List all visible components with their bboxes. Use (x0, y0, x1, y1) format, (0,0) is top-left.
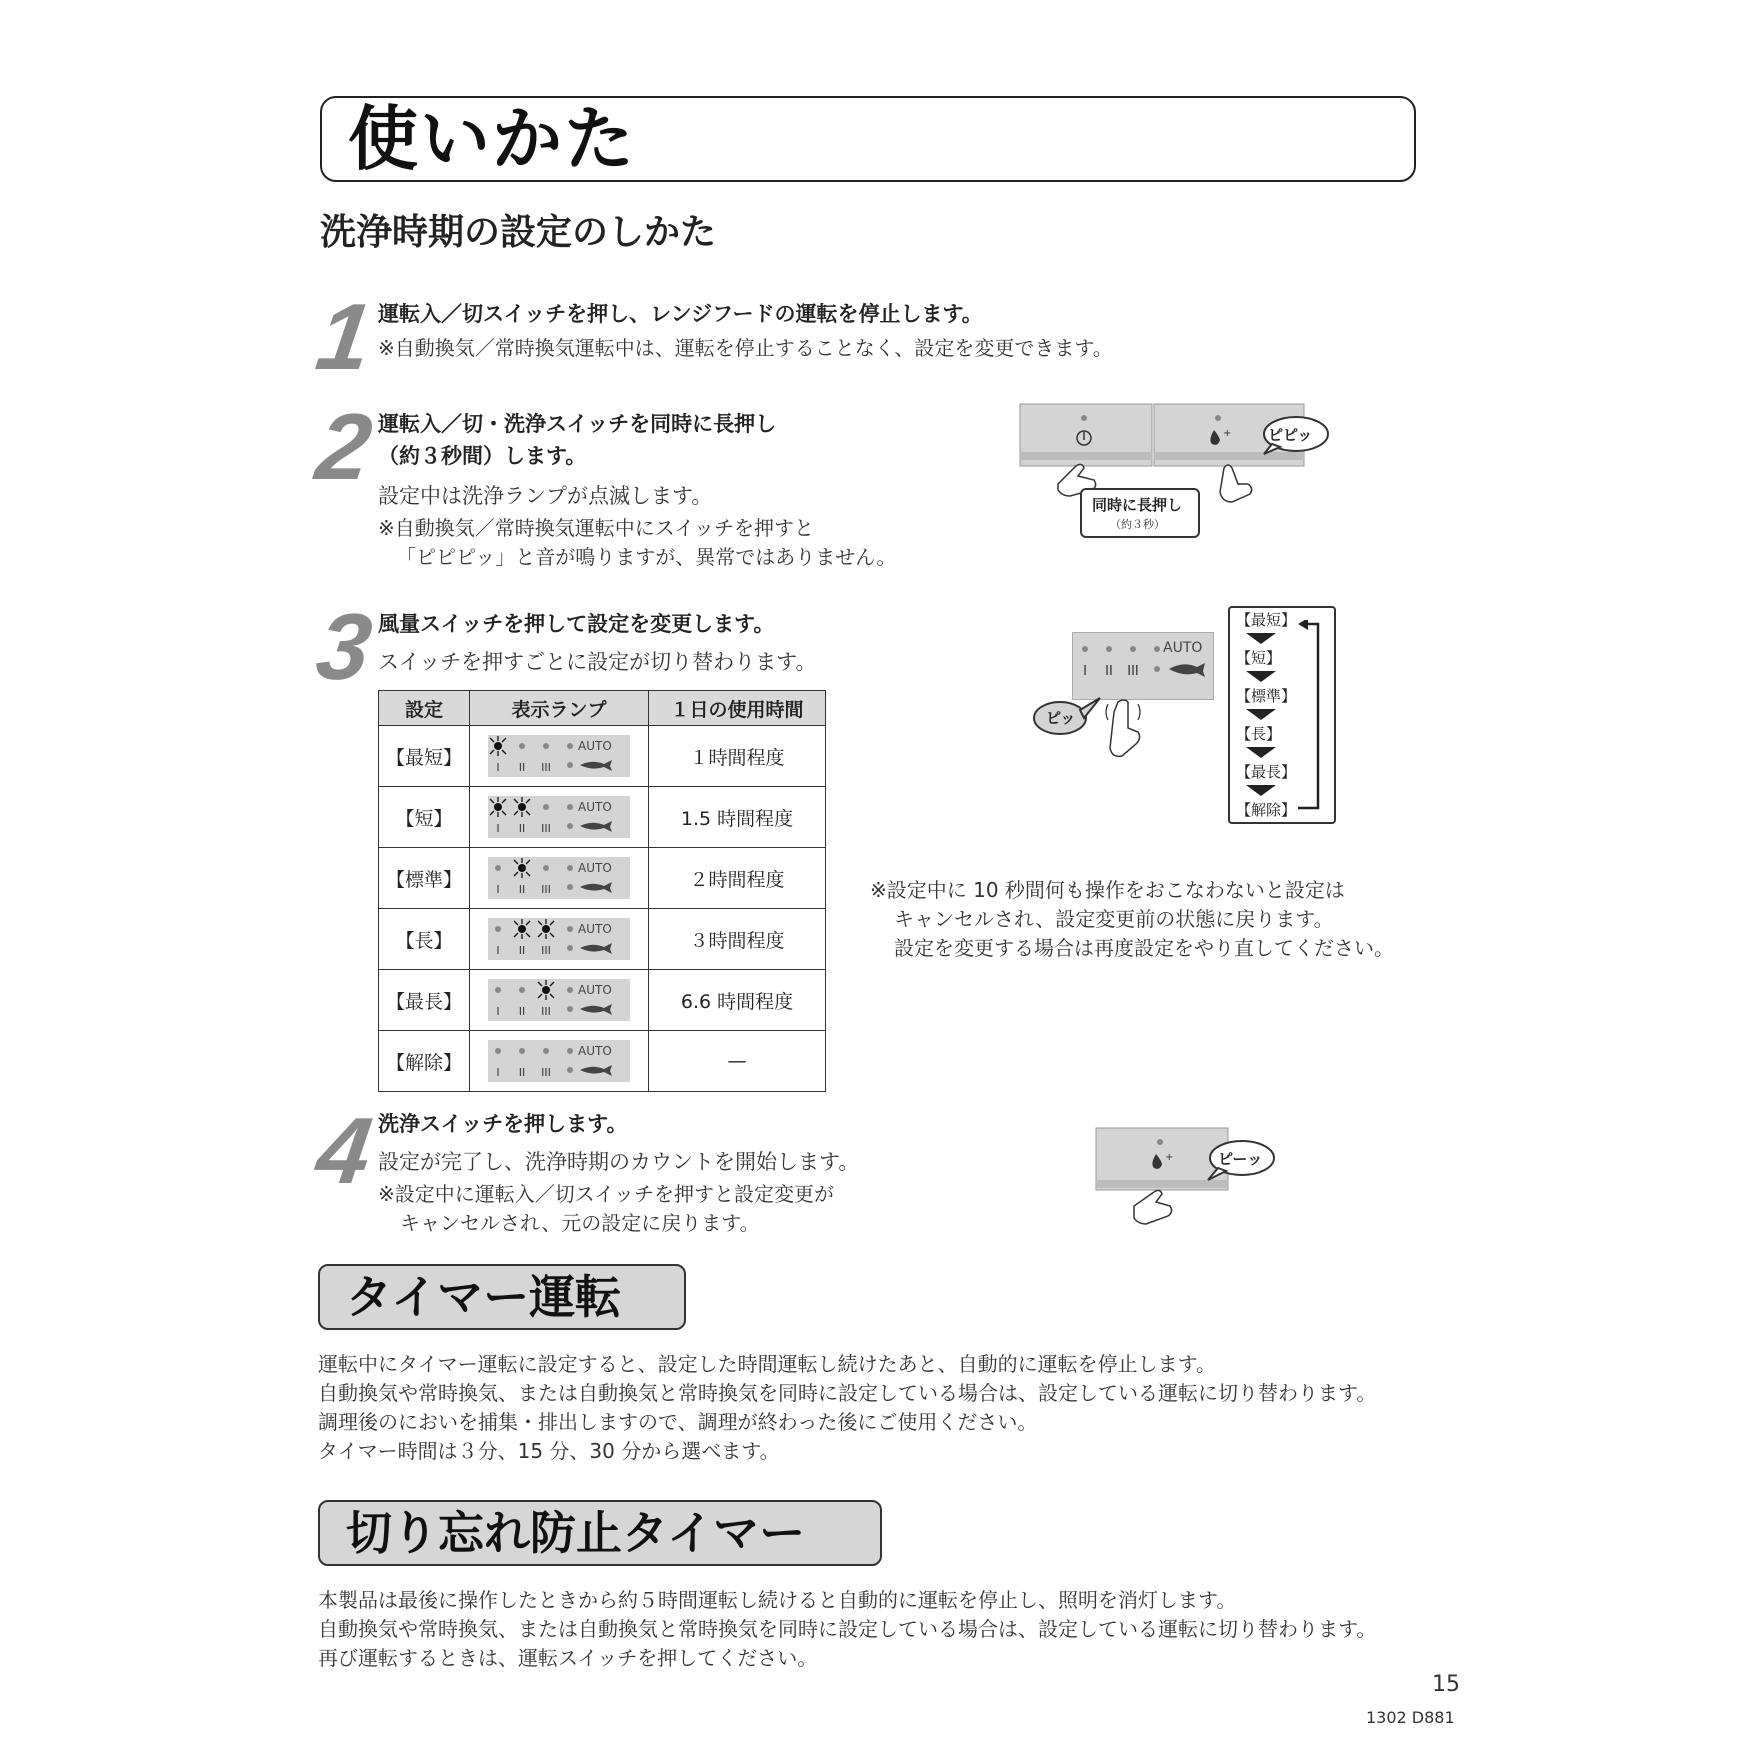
mark-label: III (541, 883, 551, 896)
mark-label: I (496, 822, 500, 835)
auto-label: AUTO (578, 1044, 612, 1058)
fig3-press-illustration (1030, 692, 1150, 764)
down-arrow-icon (1236, 630, 1306, 648)
lamp-fish (567, 945, 573, 951)
blink-ray (550, 921, 554, 925)
lamp-off (495, 926, 501, 932)
fish-icon (580, 943, 612, 954)
mark-label: II (518, 883, 526, 896)
cycle-item: 【短】 (1236, 649, 1282, 667)
blink-ray (526, 811, 530, 815)
setting-cell: 【最長】 (379, 970, 470, 1031)
time-cell: ２時間程度 (649, 848, 826, 909)
lamp-auto (567, 865, 573, 871)
blink-ray (502, 811, 506, 815)
lamp-fish (567, 1067, 573, 1073)
lamp-auto (567, 987, 573, 993)
blink-ray (514, 872, 518, 876)
svg-text:+: + (1223, 428, 1232, 439)
press-label: 同時に長押し (1092, 496, 1183, 514)
cycle-item: 【長】 (1236, 725, 1282, 743)
hand-right-icon (1220, 465, 1252, 502)
fish-icon (580, 1004, 612, 1015)
step-number-2: 2 (310, 394, 378, 499)
fish-icon (580, 760, 612, 771)
lamp-off (519, 743, 525, 749)
auto-label: AUTO (578, 800, 612, 814)
page-number: 15 (1432, 1672, 1460, 1697)
down-arrow-icon (1236, 668, 1306, 686)
table-row (379, 909, 826, 970)
timer-para-2: 自動換気や常時換気、または自動換気と常時換気を同時に設定している場合は、設定している運転に切り替わります。 (318, 1381, 1377, 1405)
lamp-off (543, 865, 549, 871)
lamp-fish (567, 1006, 573, 1012)
timer-para-4: タイマー時間は３分、15 分、30 分から選べます。 (318, 1439, 780, 1463)
lamp-auto (567, 743, 573, 749)
blink-ray (514, 860, 518, 864)
lamp-blinking (542, 925, 550, 933)
lamp-auto (567, 804, 573, 810)
step-3-body: スイッチを押すごとに設定が切り替わります。 (378, 650, 817, 674)
step-2-note-line2: 「ピピピッ」と音が鳴りますが、異常ではありません。 (396, 545, 897, 569)
step-1-note: ※自動換気／常時換気運転中は、運転を停止することなく、設定を変更できます。 (378, 336, 1113, 360)
blink-ray (526, 860, 530, 864)
blink-ray (502, 750, 506, 754)
mark-label: I (496, 1005, 500, 1018)
hand-press-icon (1134, 1190, 1172, 1224)
step-number-4: 4 (310, 1098, 378, 1203)
lamp-fish (567, 762, 573, 768)
blink-ray (490, 799, 494, 803)
timer-title: タイマー運転 (346, 1270, 622, 1324)
mark-label: II (518, 1005, 526, 1018)
blink-ray (538, 921, 542, 925)
down-arrow-icon (1236, 706, 1306, 724)
beep-text-fig2: ピピッ (1268, 426, 1313, 444)
lamp-blinking (518, 925, 526, 933)
blink-ray (490, 750, 494, 754)
lamp-indicator (488, 979, 630, 1021)
lamp-cell (470, 726, 649, 787)
forget-para-1: 本製品は最後に操作したときから約５時間運転し続けると自動的に運転を停止し、照明を消灯します。 (318, 1588, 1237, 1612)
cancel-note-line1: ※設定中に 10 秒間何も操作をおこなわないと設定は (870, 878, 1345, 902)
fish-icon (1169, 663, 1205, 677)
page-title: 使いかた (348, 98, 636, 180)
cancel-note-line3: 設定を変更する場合は再度設定をやり直してください。 (894, 936, 1394, 960)
lamp-fish (567, 823, 573, 829)
blink-ray (514, 933, 518, 937)
mark-label: I (496, 944, 500, 957)
blink-ray (526, 872, 530, 876)
lamp-blinking (494, 742, 502, 750)
down-arrow-icon (1236, 744, 1306, 762)
cycle-item: 【最長】 (1236, 763, 1297, 781)
mark-label: I (496, 883, 500, 896)
lamp-indicator (488, 857, 630, 899)
mark-label: I (496, 761, 500, 774)
step-4-note-line2: キャンセルされ、元の設定に戻ります。 (400, 1211, 760, 1235)
mark-label: I (496, 1066, 500, 1079)
setting-cell: 【長】 (379, 909, 470, 970)
lamp-cell (470, 848, 649, 909)
lamp-auto (567, 926, 573, 932)
table-row (379, 848, 826, 909)
timer-para-1: 運転中にタイマー運転に設定すると、設定した時間運転し続けたあと、自動的に運転を停止します。 (318, 1352, 1216, 1376)
mark-label: II (518, 1066, 526, 1079)
fig3-auto-label: AUTO (1163, 640, 1203, 656)
fish-icon (580, 882, 612, 893)
auto-label: AUTO (578, 739, 612, 753)
step-4-heading: 洗浄スイッチを押します。 (378, 1112, 628, 1136)
auto-label: AUTO (578, 983, 612, 997)
beep-text-fig4: ピーッ (1218, 1150, 1263, 1168)
mark-label: III (541, 1005, 551, 1018)
blink-ray (490, 811, 494, 815)
lamp-cell (470, 909, 649, 970)
lamp-off (519, 987, 525, 993)
forget-para-3: 再び運転するときは、運転スイッチを押してください。 (318, 1646, 818, 1670)
mark-label: III (541, 1066, 551, 1079)
blink-ray (538, 982, 542, 986)
time-cell: 6.6 時間程度 (649, 970, 826, 1031)
col-header-lamp: 表示ランプ (470, 691, 649, 726)
cycle-item: 【解除】 (1236, 801, 1297, 819)
lamp-indicator (488, 796, 630, 838)
step-4-body: 設定が完了し、洗浄時期のカウントを開始します。 (378, 1150, 860, 1174)
time-cell: — (649, 1031, 826, 1092)
timer-para-3: 調理後のにおいを捕集・排出しますので、調理が終わった後にご使用ください。 (318, 1410, 1038, 1434)
auto-label: AUTO (578, 861, 612, 875)
step-2-heading-line2: （約３秒間）します。 (378, 444, 587, 468)
mark-label: II (518, 822, 526, 835)
mark-label: III (541, 822, 551, 835)
blink-ray (514, 921, 518, 925)
setting-cell: 【解除】 (379, 1031, 470, 1092)
mark-label: II (518, 944, 526, 957)
lamp-auto (567, 1048, 573, 1054)
table-row (379, 1031, 826, 1092)
cancel-note-line2: キャンセルされ、設定変更前の状態に戻ります。 (894, 907, 1334, 931)
lamp-blinking (518, 864, 526, 872)
step-3-heading: 風量スイッチを押して設定を変更します。 (378, 612, 775, 636)
mark-3: III (1127, 664, 1139, 679)
table-row (379, 970, 826, 1031)
blink-ray (514, 811, 518, 815)
document-code: 1302 D881 (1366, 1708, 1455, 1727)
lamp-indicator (488, 1040, 630, 1082)
blink-ray (526, 799, 530, 803)
cycle-item: 【最短】 (1236, 611, 1297, 629)
svg-text:+: + (1165, 1152, 1174, 1163)
lamp-off (543, 1048, 549, 1054)
time-cell: 1.5 時間程度 (649, 787, 826, 848)
step-4-note-line1: ※設定中に運転入／切スイッチを押すと設定変更が (378, 1182, 834, 1206)
step-2-heading-line1: 運転入／切・洗浄スイッチを同時に長押し (378, 412, 777, 436)
setting-cell: 【最短】 (379, 726, 470, 787)
mark-2: II (1105, 664, 1113, 679)
mark-label: III (541, 761, 551, 774)
hand-press-icon (1106, 700, 1140, 756)
blink-ray (550, 933, 554, 937)
blink-ray (550, 982, 554, 986)
step-2-body: 設定中は洗浄ランプが点滅します。 (378, 484, 713, 508)
mark-label: II (518, 761, 526, 774)
fish-icon (580, 821, 612, 832)
step-2-note-line1: ※自動換気／常時換気運転中にスイッチを押すと (378, 516, 814, 540)
step-number-3: 3 (310, 594, 378, 699)
table-row (379, 726, 826, 787)
blink-ray (538, 994, 542, 998)
lamp-off (495, 1048, 501, 1054)
forget-para-2: 自動換気や常時換気、または自動換気と常時換気を同時に設定している場合は、設定している運転に切り替わります。 (318, 1617, 1377, 1641)
lamp-blinking (542, 986, 550, 994)
lamp-off (543, 804, 549, 810)
section-title: 洗浄時期の設定のしかた (320, 212, 717, 253)
time-cell: ３時間程度 (649, 909, 826, 970)
mark-label: III (541, 944, 551, 957)
table-row (379, 787, 826, 848)
lamp-off (495, 987, 501, 993)
blink-ray (502, 738, 506, 742)
lamp-blinking (518, 803, 526, 811)
lamp-off (495, 865, 501, 871)
lamp-indicator (488, 735, 630, 777)
lamp-settings-table (378, 690, 826, 1092)
auto-label: AUTO (578, 922, 612, 936)
blink-ray (526, 921, 530, 925)
step-1-heading: 運転入／切スイッチを押し、レンジフードの運転を停止します。 (378, 302, 983, 326)
blink-ray (514, 799, 518, 803)
col-header-setting: 設定 (379, 691, 470, 726)
lamp-fish (567, 884, 573, 890)
blink-ray (502, 799, 506, 803)
setting-cell: 【標準】 (379, 848, 470, 909)
lamp-off (519, 1048, 525, 1054)
blink-ray (550, 994, 554, 998)
setting-cell: 【短】 (379, 787, 470, 848)
lamp-blinking (494, 803, 502, 811)
col-header-time: １日の使用時間 (649, 691, 826, 726)
blink-ray (538, 933, 542, 937)
lamp-cell (470, 970, 649, 1031)
mark-1: I (1083, 664, 1087, 679)
down-arrow-icon (1236, 782, 1306, 800)
cycle-list (1236, 610, 1306, 820)
cycle-item: 【標準】 (1236, 687, 1297, 705)
blink-ray (526, 933, 530, 937)
lamp-cell (470, 787, 649, 848)
fish-icon (580, 1065, 612, 1076)
lamp-indicator (488, 918, 630, 960)
time-cell: １時間程度 (649, 726, 826, 787)
forget-timer-title: 切り忘れ防止タイマー (346, 1506, 806, 1560)
lamp-cell (470, 1031, 649, 1092)
blink-ray (490, 738, 494, 742)
press-sublabel: （約３秒） (1110, 518, 1165, 531)
lamp-off (543, 743, 549, 749)
fig3-beep: ピッ (1046, 709, 1076, 727)
step-number-1: 1 (310, 284, 378, 389)
